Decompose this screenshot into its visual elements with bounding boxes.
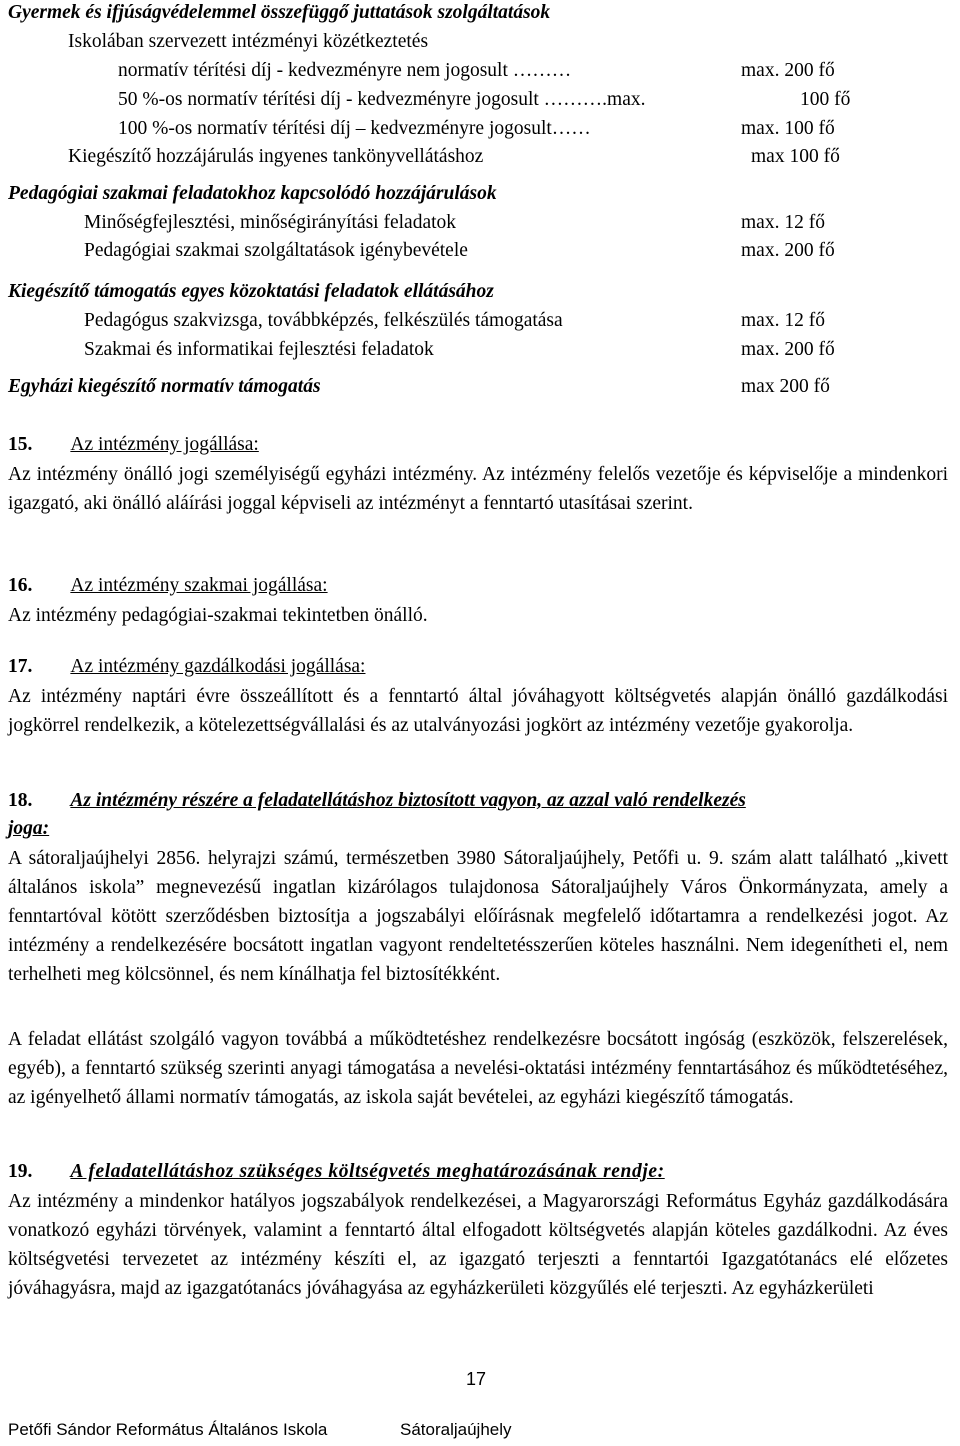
section-title: A feladatellátáshoz szükséges költségvetés meghatározásának rendje: <box>70 1161 665 1182</box>
section-18-heading <box>8 790 746 812</box>
youth-row-label: normatív térítési díj - kedvezményre nem jogosult ……… <box>118 60 572 81</box>
footer-school: Petőfi Sándor Református Általános Iskola <box>8 1420 328 1439</box>
pedagogical-row-value: max. 12 fő <box>741 212 825 233</box>
support-heading: Kiegészítő támogatás egyes közoktatási feladatok ellátásához <box>8 281 494 302</box>
section-title: Az intézmény jogállása: <box>70 434 259 455</box>
section-title: Az intézmény részére a feladatellátáshoz biztosított vagyon, az azzal való rendelkezés <box>70 790 746 811</box>
section-19-heading <box>8 1161 665 1183</box>
section-title: Az intézmény gazdálkodási jogállása: <box>70 656 366 677</box>
section-number: 16. <box>8 575 33 596</box>
support-row-label: Szakmai és informatikai fejlesztési feladatok <box>84 339 434 360</box>
church-heading: Egyházi kiegészítő normatív támogatás <box>8 376 321 397</box>
section-number: 15. <box>8 434 33 455</box>
section-15-heading <box>8 434 259 456</box>
youth-row-label: 100 %-os normatív térítési díj – kedvezményre jogosult…… <box>118 118 591 139</box>
church-value: max 200 fő <box>741 376 830 397</box>
youth-sub: Iskolában szervezett intézményi közétkeztetés <box>68 31 429 52</box>
youth-row-label: 50 %-os normatív térítési díj - kedvezményre jogosult ……….max. <box>118 89 646 110</box>
support-row-label: Pedagógus szakvizsga, továbbképzés, felkészülés támogatása <box>84 310 563 331</box>
youth-extra-label: Kiegészítő hozzájárulás ingyenes tankönyvellátáshoz <box>68 146 484 167</box>
section-18-text-1: A sátoraljaújhelyi 2856. helyrajzi számú, természetben 3980 Sátoraljaújhely, Petőfi u. 9. szám alatt található „kivett általános iskola” megnevezésű ingatlan kizárólagos tulajdonosa Sátoraljaújhely Város Önkormányzata, amely a fenntartóval kötött szerződésben biztosítja a jogszabályi előírásnak megfelelő időtartamra a rendelkezési jogot. Az intézmény a rendelkezésére bocsátott ingatlan vagyont rendeltetésszerűen köteles használni. Nem idegenítheti el, nem terhelheti meg kölcsönnel, és nem kínálhatja fel biztosítékként. <box>8 848 948 985</box>
page-number: 17 <box>466 1369 487 1389</box>
footer-city: Sátoraljaújhely <box>400 1420 512 1439</box>
pedagogical-row-value: max. 200 fő <box>741 240 835 261</box>
pedagogical-row-label: Pedagógiai szakmai szolgáltatások igénybevétele <box>84 240 468 261</box>
section-number: 19. <box>8 1161 33 1182</box>
section-18-text-2: A feladat ellátást szolgáló vagyon továbbá a működtetéshez rendelkezésre bocsátott ingóság (eszközök, felszerelések, egyéb), a fenntartó szükség szerinti anyagi támogatása a nevelési-oktatási intézmény fenntartásához és működtetéséhez, az igényelhető állami normatív támogatás, az iskola saját bevételei, az egyházi kiegészítő támogatás. <box>8 1029 948 1108</box>
section-number: 18. <box>8 790 33 811</box>
section-title: Az intézmény szakmai jogállása: <box>70 575 328 596</box>
section-17-text: Az intézmény naptári évre összeállított és a fenntartó által jóváhagyott költségvetés alapján önálló gazdálkodási jogkörrel rendelkezik, a kötelezettségvállalási és az utalványozási jogkört az intézmény vezetője gyakorolja. <box>8 686 948 736</box>
pedagogical-row-label: Minőségfejlesztési, minőségirányítási feladatok <box>84 212 457 233</box>
pedagogical-heading: Pedagógiai szakmai feladatokhoz kapcsolódó hozzájárulások <box>8 183 497 204</box>
youth-heading: Gyermek és ifjúságvédelemmel összefüggő juttatások szolgáltatások <box>8 2 551 23</box>
section-16-text: Az intézmény pedagógiai-szakmai tekintetben önálló. <box>8 605 428 626</box>
support-row-value: max. 12 fő <box>741 310 825 331</box>
section-17-heading <box>8 656 365 678</box>
support-row-value: max. 200 fő <box>741 339 835 360</box>
section-18-heading-cont: joga: <box>8 818 50 839</box>
youth-row-value: 100 fő <box>800 89 851 110</box>
section-19-text: Az intézmény a mindenkor hatályos jogszabályok rendelkezései, a Magyarországi Református Egyház gazdálkodására vonatkozó egyházi törvények, valamint a fenntartó által elfogadott költségvetés alapján köteles gazdálkodni. Az éves költségvetési tervezetet az intézmény készíti el, az igazgató terjeszti a fenntartói Igazgatótanács elé előzetes jóváhagyásra, majd az igazgatótanács jóváhagyása az egyházkerületi közgyűlés elé terjeszti. Az egyházkerületi <box>8 1191 948 1299</box>
youth-row-value: max. 200 fő <box>741 60 835 81</box>
section-number: 17. <box>8 656 33 677</box>
youth-row-value: max. 100 fő <box>741 118 835 139</box>
section-16-heading <box>8 575 328 597</box>
section-15-text: Az intézmény önálló jogi személyiségű egyházi intézmény. Az intézmény felelős vezetője és képviselője a mindenkori igazgató, aki önálló aláírási joggal képviseli az intézményt a fenntartó utasításai szerint. <box>8 464 948 514</box>
youth-extra-value: max 100 fő <box>751 146 840 167</box>
